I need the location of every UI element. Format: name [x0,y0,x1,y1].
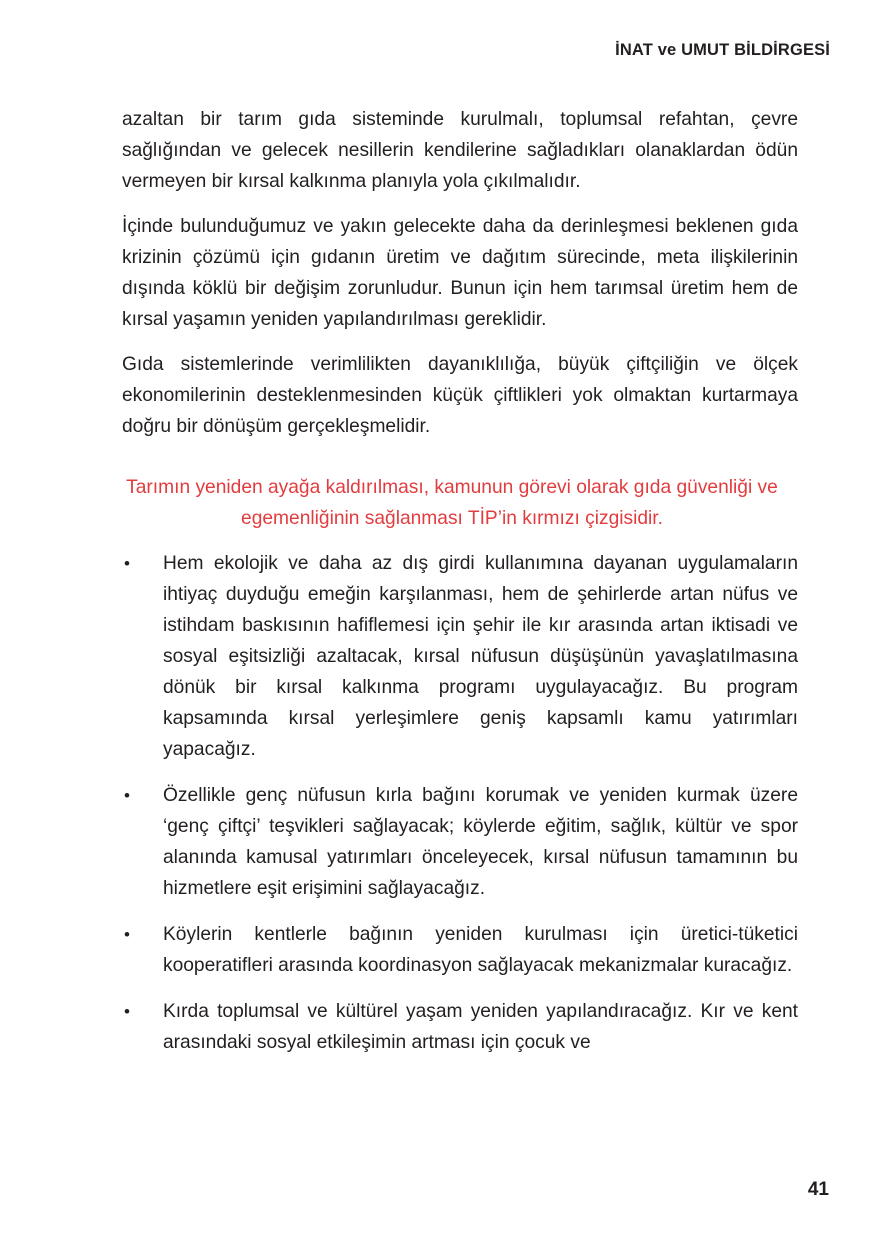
body-paragraph-3: Gıda sistemlerinde verimlilikten dayanıklılığa, büyük çiftçiliğin ve ölçek ekonomilerinin desteklenmesinden küçük çiftlikleri yok olmaktan kurtarmaya doğru bir dönüşüm gerçekleşmelidir. [122,354,798,437]
page-number: 41 [807,1179,829,1200]
bullet-icon: • [124,1002,130,1021]
body-paragraph-2: İçinde bulunduğumuz ve yakın gelecekte daha da derinleşmesi beklenen gıda krizinin çözümü için gıdanın üretim ve dağıtım sürecinde, meta ilişkilerinin dışında köklü bir değişim zorunludur. Bunun için hem tarımsal üretim hem de kırsal yaşamın yeniden yapılandırılması gereklidir. [122,216,798,330]
list-item-text: Kırda toplumsal ve kültürel yaşam yeniden yapılandıracağız. Kır ve kent arasındaki sosyal etkileşimin artması için çocuk ve [163,1001,798,1053]
bullet-icon: • [124,554,130,573]
bullet-list [122,548,798,1058]
list-item-text: Köylerin kentlerle bağının yeniden kurulması için üretici-tüketici kooperatifleri arasında koordinasyon sağlayacak mekanizmalar kuracağız. [163,924,798,976]
list-item [122,919,798,981]
bullet-icon: • [124,925,130,944]
list-item-text: Özellikle genç nüfusun kırla bağını korumak ve yeniden kurmak üzere ‘genç çiftçi’ teşvikleri sağlayacak; köylerde eğitim, sağlık, kültür ve spor alanında kamusal yatırımları önceleyecek, kırsal nüfusun tamamının bu hizmetlere eşit erişimini sağlayacağız. [163,785,798,899]
list-item [122,996,798,1058]
page-content [122,104,798,1058]
list-item [122,780,798,904]
list-item [122,548,798,765]
list-item-text: Hem ekolojik ve daha az dış girdi kullanımına dayanan uygulamaların ihtiyaç duyduğu emeğin karşılanması, hem de şehirlerde artan nüfus ve istihdam baskısının hafiflemesi için şehir ile kır arasında artan iktisadi ve sosyal eşitsizliği azaltacak, kırsal nüfusun düşüşünün yavaşlatılmasına dönük bir kırsal kalkınma programı uygulayacağız. Bu program kapsamında kırsal yerleşimlere geniş kapsamlı kamu yatırımları yapacağız. [163,553,798,760]
running-header: İNAT ve UMUT BİLDİRGESİ [615,41,830,59]
highlighted-statement: Tarımın yeniden ayağa kaldırılması, kamunun görevi olarak gıda güvenliği ve egemenliğinin sağlanması TİP’in kırmızı çizgisidir. [126,477,778,529]
bullet-icon: • [124,786,130,805]
body-paragraph-1: azaltan bir tarım gıda sisteminde kurulmalı, toplumsal refahtan, çevre sağlığından ve gelecek nesillerin kendilerine sağladıkları olanaklardan ödün vermeyen bir kırsal kalkınma planıyla yola çıkılmalıdır. [122,109,798,192]
